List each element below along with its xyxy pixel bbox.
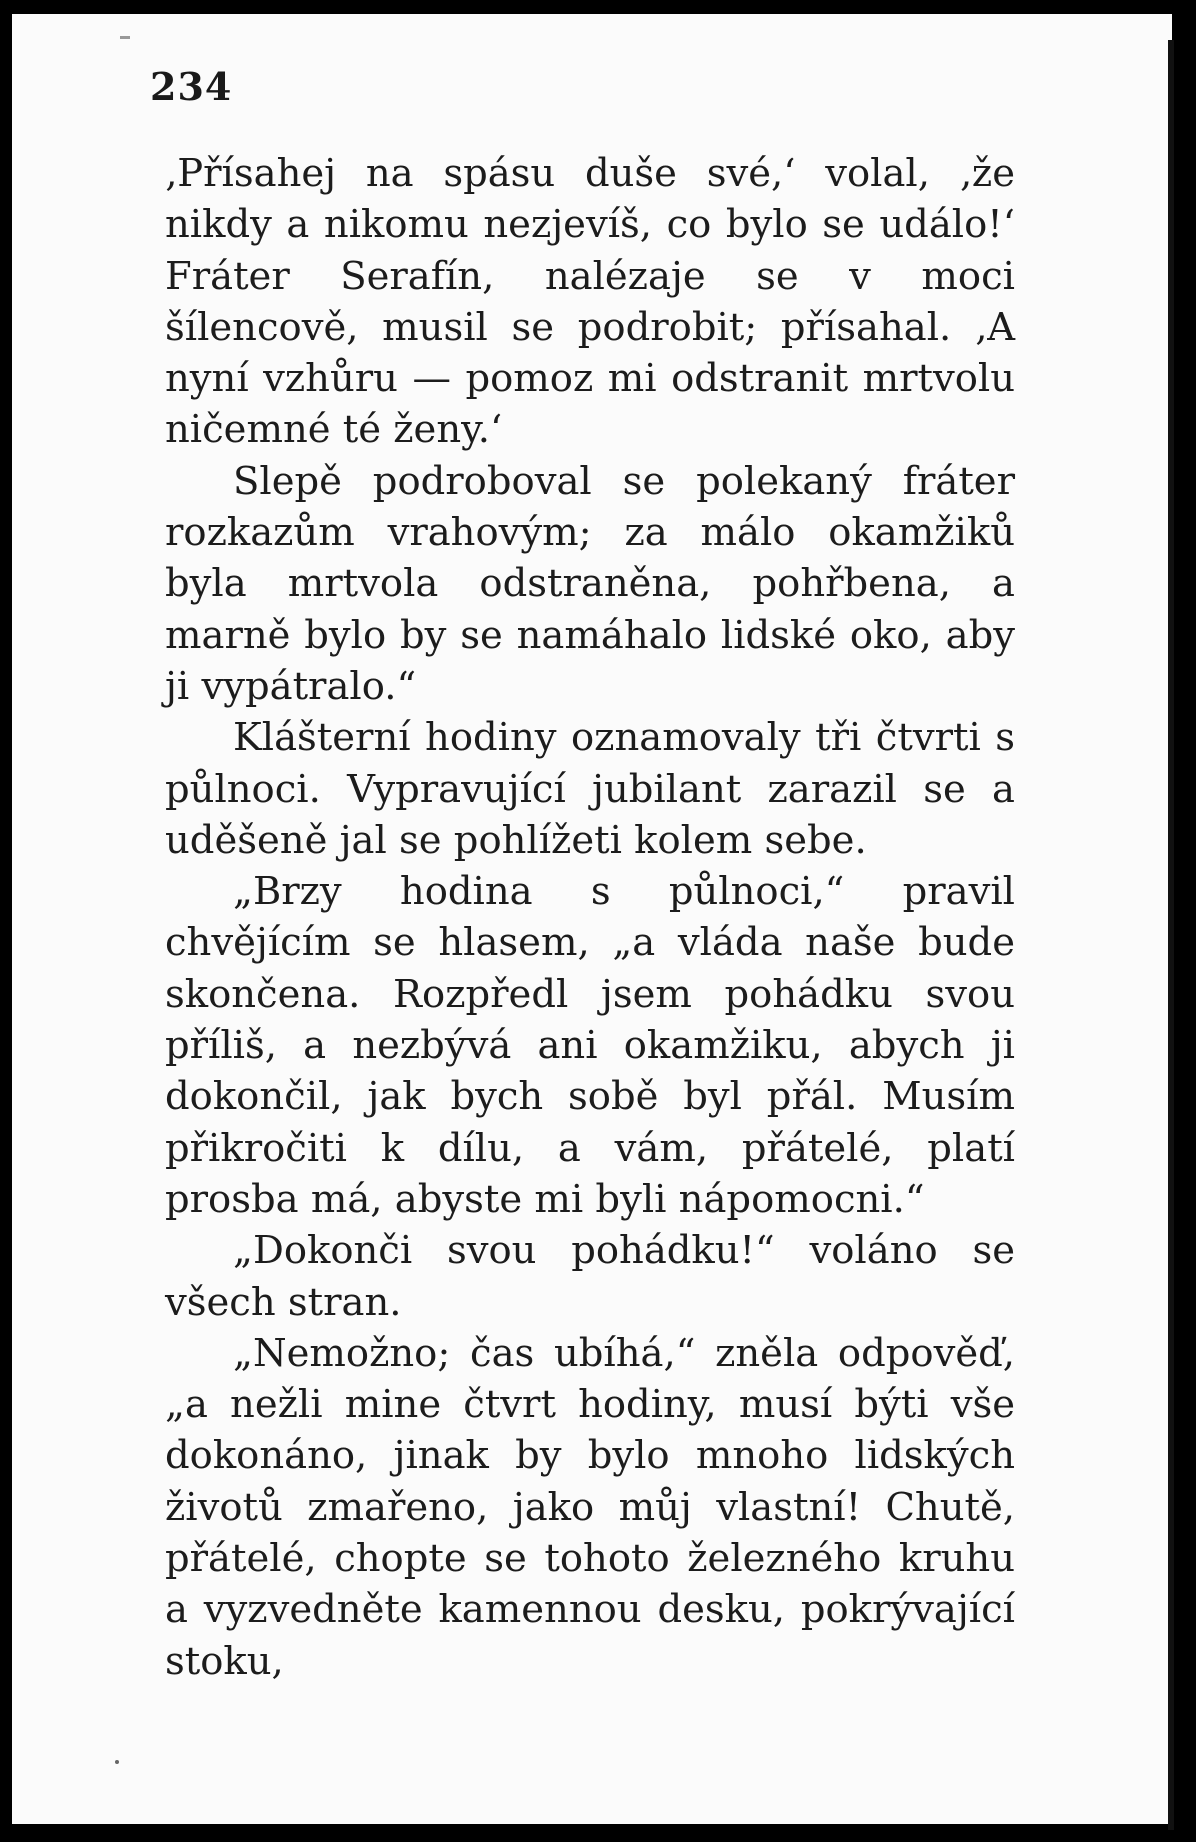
page-edge-rule [1168,40,1174,1830]
scan-speck [120,36,130,39]
page-number: 234 [150,64,233,109]
paragraph: „Brzy hodina s půlnoci,“ pravil chvějícím se hlasem, „a vláda naše bude skončena. Rozpředl jsem pohádku svou příliš, a nezbývá ani okamžiku, abych ji dokončil, jak bych sobě byl přál. Musím přikročiti k dílu, a vám, přátelé, platí prosba má, abyste mi byli nápomocni.“ [165,869,1015,1222]
paragraph: ‚Přísahej na spásu duše své,‘ volal, ‚že nikdy a nikomu nezjevíš, co bylo se událo!‘ Fráter Serafín, nalézaje se v moci šílencově, musil se podrobit; přísahal. ‚A nyní vzhůru — pomoz mi odstranit mrtvolu ničemné té ženy.‘ [165,151,1015,453]
paragraph: Slepě podroboval se polekaný fráter rozkazům vrahovým; za málo okamžiků byla mrtvola odstraněna, pohřbena, a marně bylo by se namáhalo lidské oko, aby ji vypátralo.“ [165,458,1015,709]
paragraph: „Nemožno; čas ubíhá,“ zněla odpověď, „a nežli mine čtvrt hodiny, musí býti vše dokonáno, jinak by bylo mnoho lidských životů zmařeno, jako můj vlastní! Chutě, přátelé, chopte se tohoto železného kruhu a vyzvedněte kamennou desku, pokrývající stoku, [165,1330,1015,1684]
scan-dot [115,1760,119,1764]
body-text [165,148,1015,1687]
paragraph: Klášterní hodiny oznamovaly tři čtvrti s půlnoci. Vypravující jubilant zarazil se a uděšeně jal se pohlížeti kolem sebe. [165,715,1015,863]
paragraph: „Dokonči svou pohádku!“ voláno se všech stran. [165,1228,1015,1325]
